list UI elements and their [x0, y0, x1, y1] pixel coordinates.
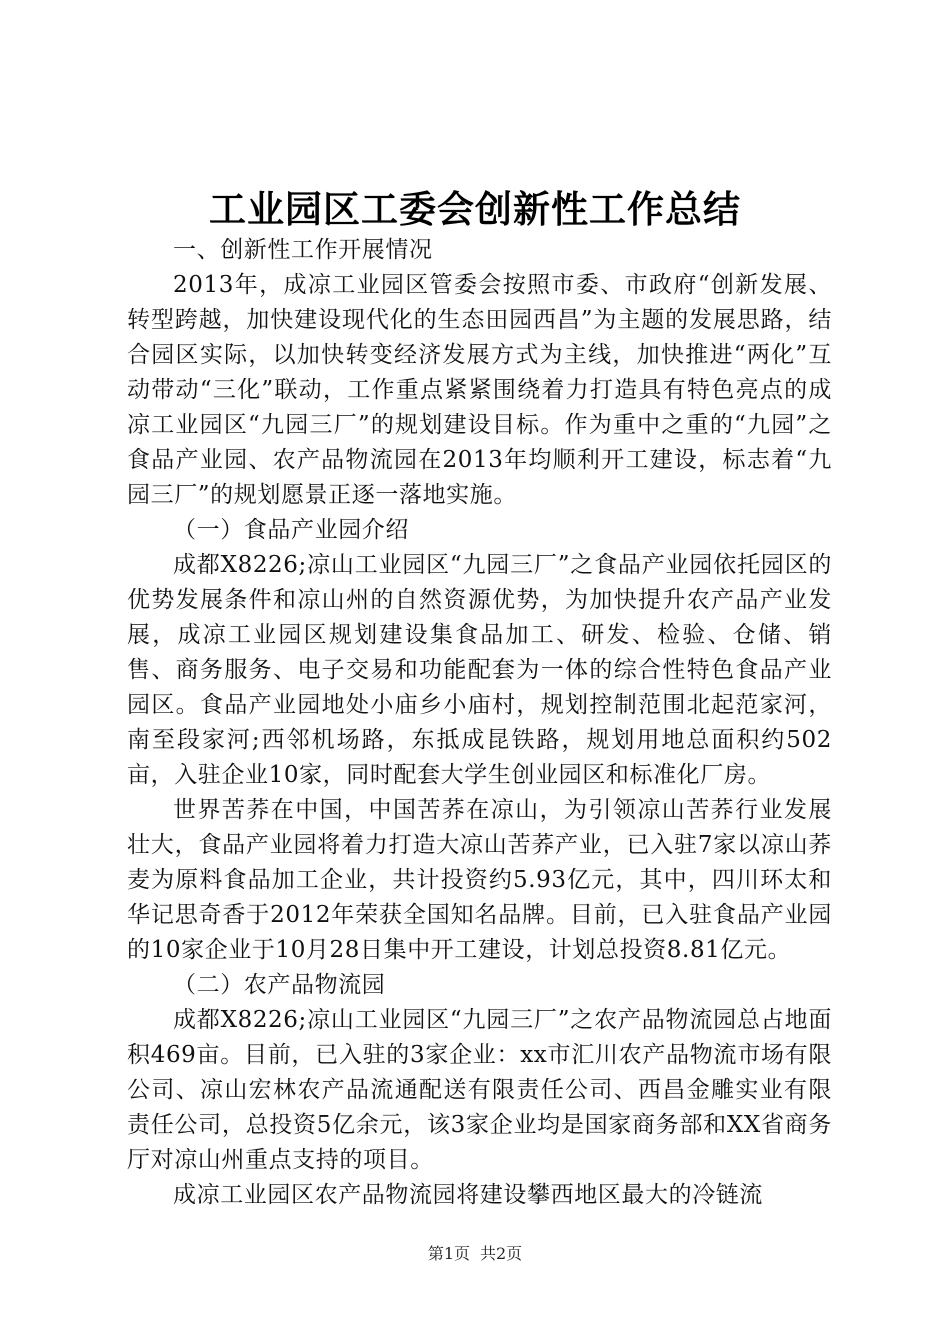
page-number: 第1页	[427, 1244, 470, 1263]
body-paragraph: 成都X8226;凉山工业园区“九园三厂”之食品产业园依托园区的优势发展条件和凉山州的自然资源优势，为加快提升农产品产业发展，成凉工业园区规划建设集食品加工、研发、检验、仓储、销售、商务服务、电子交易和功能配套为一体的综合性特色食品产业园区。食品产业园地处小庙乡小庙村，规划控制范围北起范家河，南至段家河;西邻机场路，东抵成昆铁路，规划用地总面积约502亩，入驻企业10家，同时配套大学生创业园区和标准化厂房。	[127, 552, 832, 788]
body-paragraph: 2013年，成凉工业园区管委会按照市委、市政府“创新发展、转型跨越，加快建设现代化的生态田园西昌”为主题的发展思路，结合园区实际，以加快转变经济发展方式为主线，加快推进“两化”互动带动“三化”联动，工作重点紧紧围绕着力打造具有特色亮点的成凉工业园区“九园三厂”的规划建设目标。作为重中之重的“九园”之食品产业园、农产品物流园在2013年均顺利开工建设，标志着“九园三厂”的规划愿景正逐一落地实施。	[127, 272, 832, 508]
page-footer	[0, 1243, 950, 1265]
document-title: 工业园区工委会创新性工作总结	[209, 187, 741, 231]
subsection-heading: （一）食品产业园介绍	[173, 517, 409, 543]
section-heading: 一、创新性工作开展情况	[173, 237, 433, 263]
body-paragraph: 世界苦荞在中国，中国苦荞在凉山，为引领凉山苦荞行业发展壮大，食品产业园将着力打造大凉山苦荞产业，已入驻7家以凉山荞麦为原料食品加工企业，共计投资约5.93亿元，其中，四川环太和华记思奇香于2012年荣获全国知名品牌。目前，已入驻食品产业园的10家企业于10月28日集中开工建设，计划总投资8.81亿元。	[127, 797, 832, 963]
page-total: 共2页	[480, 1244, 523, 1263]
body-paragraph: 成凉工业园区农产品物流园将建设攀西地区最大的冷链流	[173, 1182, 763, 1208]
document-body	[127, 233, 832, 1213]
subsection-heading: （二）农产品物流园	[173, 972, 386, 998]
body-paragraph: 成都X8226;凉山工业园区“九园三厂”之农产品物流园总占地面积469亩。目前，已入驻的3家企业：xx市汇川农产品物流市场有限公司、凉山宏林农产品流通配送有限责任公司、西昌金雕实业有限责任公司，总投资5亿余元，该3家企业均是国家商务部和XX省商务厅对凉山州重点支持的项目。	[127, 1007, 832, 1173]
